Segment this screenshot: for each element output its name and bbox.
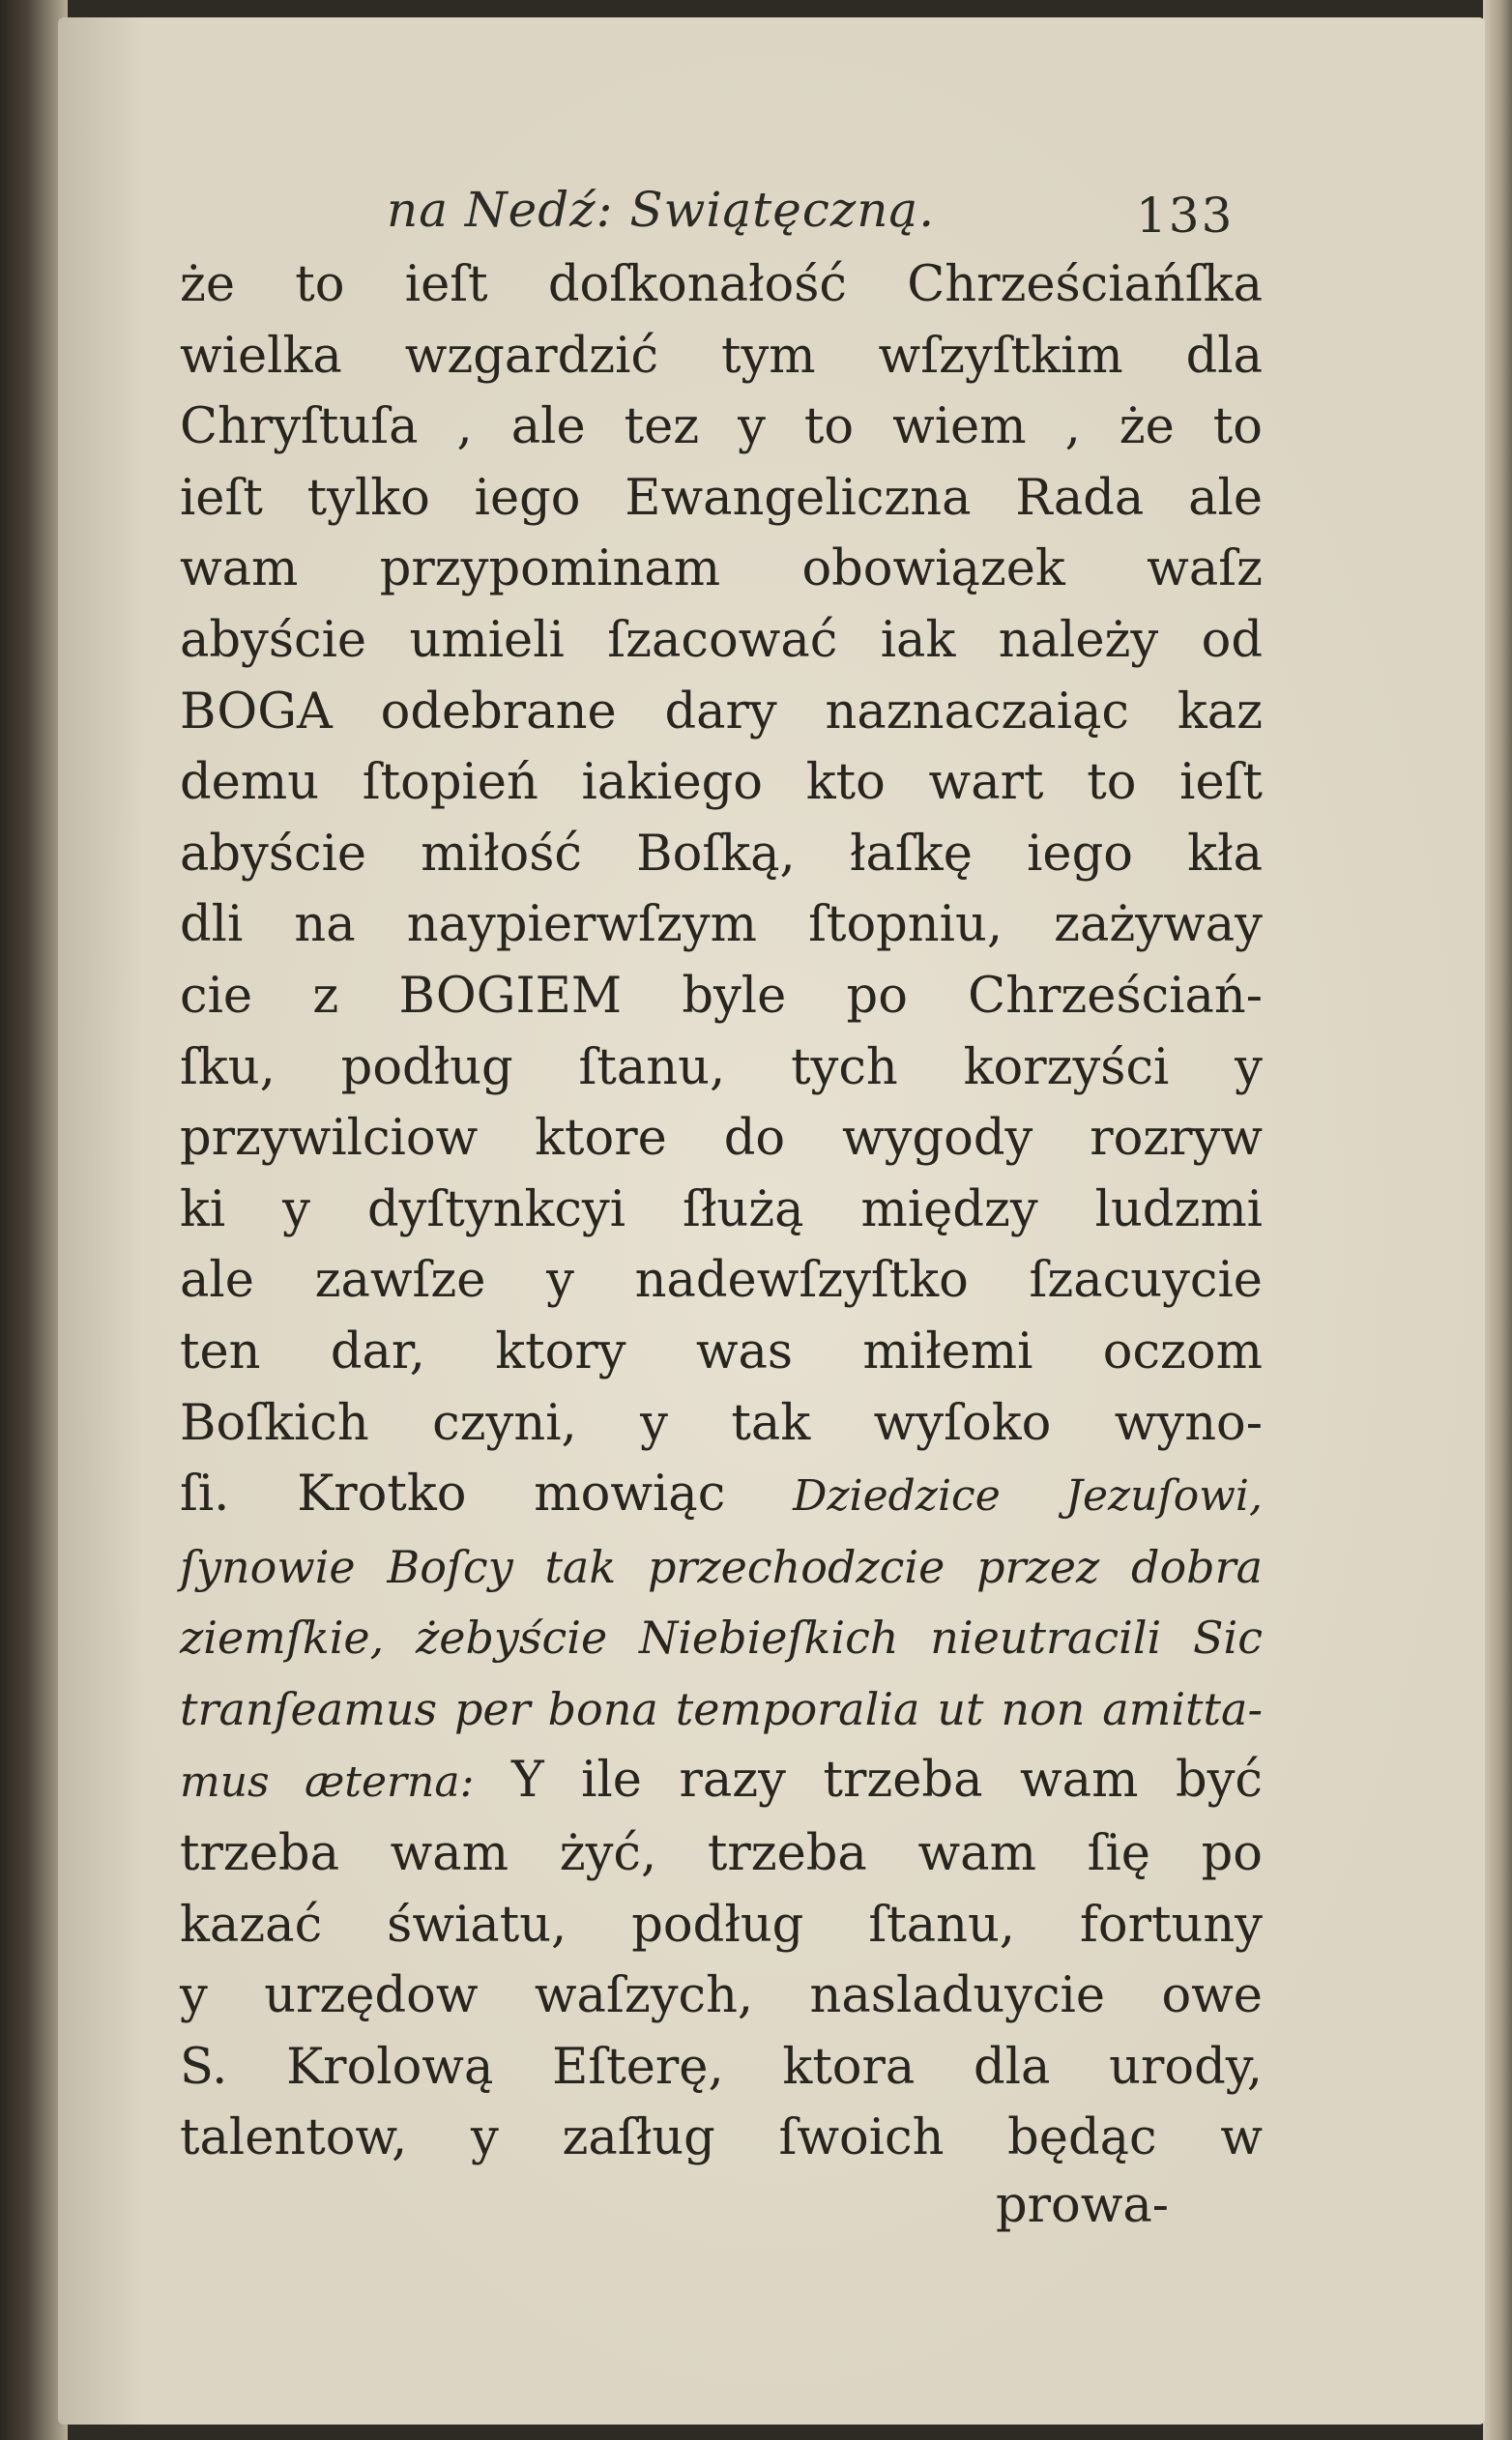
text-line-italic: ziemſkie, żebyście Niebieſkich nieutracili Sic <box>180 1612 1263 1665</box>
text-line: y urzędow waſzych, nasladuycie owe <box>180 1967 1263 2025</box>
text-line: BOGA odebrane dary naznaczaiąc kaz <box>180 683 1263 741</box>
text-line-italic: ſynowie Boſcy tak przechodzcie przez dobra <box>180 1540 1263 1593</box>
text-line: Boſkich czyni, y tak wyſoko wyno- <box>180 1394 1263 1452</box>
text-line: ki y dyſtynkcyi ſłużą między ludzmi <box>180 1180 1263 1238</box>
text-line: abyście miłość Boſką, łaſkę iego kła <box>180 825 1263 883</box>
text-line: ſku, podług ſtanu, tych korzyści y <box>180 1038 1263 1096</box>
text-line: S. Krolową Eſterę, ktora dla urody, <box>180 2038 1263 2096</box>
text-line: przywilciow ktore do wygody rozryw <box>180 1110 1263 1168</box>
text-line: że to ieſt doſkonałość Chrześciańſka <box>180 256 1263 313</box>
text-line: Chryſtuſa , ale tez y to wiem , że to <box>180 398 1263 456</box>
text-line: ten dar, ktory was miłemi oczom <box>180 1322 1263 1380</box>
italic-run: Dziedzice Jezuſowi, <box>793 1471 1263 1522</box>
running-head: na Nedź: Swiątęczną. <box>387 182 936 238</box>
text-line: trzeba wam żyć, trzeba wam ſię po <box>180 1825 1263 1883</box>
text-line: abyście umieli ſzacować iak należy od <box>180 611 1263 669</box>
text-line: ale zawſze y nadewſzyſtko ſzacuycie <box>180 1252 1263 1310</box>
text-line: demu ſtopień iakiego kto wart to ieſt <box>180 754 1263 812</box>
page-header <box>0 174 1512 251</box>
text-line: talentow, y zaſług ſwoich będąc w <box>180 2109 1263 2167</box>
roman-run: Y ile razy trzeba wam być <box>474 1752 1263 1810</box>
body-text <box>180 249 1263 2174</box>
text-line-mixed <box>180 1459 1263 1532</box>
text-line-mixed <box>180 1745 1263 1818</box>
text-line: kazać światu, podług ſtanu, fortuny <box>180 1896 1263 1954</box>
catchword: prowa- <box>996 2177 1170 2234</box>
text-line: cie z BOGIEM byle po Chrześciań- <box>180 967 1263 1025</box>
page-edge-shadow <box>1483 0 1512 2440</box>
text-line-italic: tranſeamus per bona temporalia ut non amitta- <box>180 1682 1263 1735</box>
text-line: ieſt tylko iego Ewangeliczna Rada ale <box>180 469 1263 527</box>
page-number: 133 <box>1136 188 1235 244</box>
roman-run: ſi. Krotko mowiąc <box>180 1466 794 1524</box>
text-line: wielka wzgardzić tym wſzyſtkim dla <box>180 327 1263 385</box>
text-line: wam przypominam obowiązek waſz <box>180 540 1263 598</box>
text-line: dli na naypierwſzym ſtopniu, zażyway <box>180 896 1263 954</box>
italic-run: mus æterna: <box>180 1757 475 1808</box>
